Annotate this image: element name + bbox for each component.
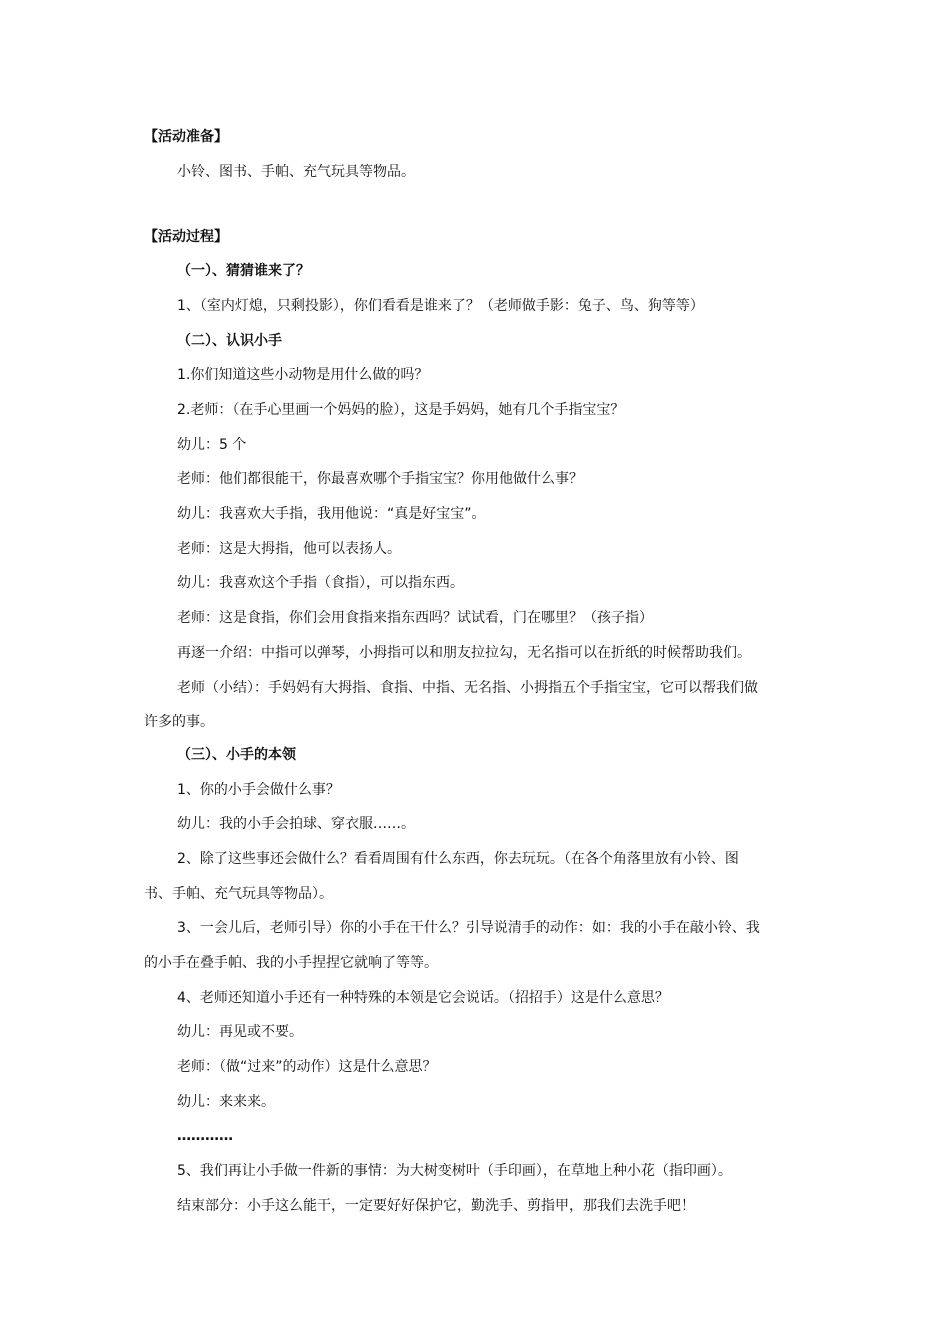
closing-paragraph: 结束部分：小手这么能干，一定要好好保护它，勤洗手、剪指甲，那我们去洗手吧！ [177, 1198, 695, 1214]
paragraph: 再逐一介绍：中指可以弹琴，小拇指可以和朋友拉拉勾，无名指可以在折纸的时候帮助我们。 [177, 645, 751, 661]
section-2-title: （二）、认识小手 [177, 333, 282, 349]
paragraph-continuation: 书、手帕、充气玩具等物品）。 [144, 886, 333, 902]
ellipsis: ………… [177, 1128, 233, 1144]
paragraph: 幼儿：我的小手会拍球、穿衣服……。 [177, 816, 415, 832]
section-1-title: （一）、猜猜谁来了？ [177, 263, 310, 279]
paragraph: 老师：这是食指，你们会用食指来指东西吗？试试看，门在哪里？（孩子指） [177, 610, 653, 626]
paragraph: 老师：这是大拇指，他可以表扬人。 [177, 541, 401, 557]
paragraph: 老师：他们都很能干，你最喜欢哪个手指宝宝？你用他做什么事？ [177, 471, 583, 487]
paragraph: 老师（小结）：手妈妈有大拇指、食指、中指、无名指、小拇指五个手指宝宝，它可以帮我们做 [177, 680, 758, 696]
paragraph: 幼儿：5 个 [177, 437, 247, 453]
paragraph: 幼儿：我喜欢大手指，我用他说：“真是好宝宝”。 [177, 506, 486, 522]
paragraph: 4、老师还知道小手还有一种特殊的本领是它会说话。（招招手）这是什么意思？ [177, 990, 669, 1006]
paragraph-continuation: 的小手在叠手帕、我的小手捏捏它就响了等等。 [144, 955, 438, 971]
paragraph: 1、你的小手会做什么事？ [177, 782, 340, 798]
paragraph: 幼儿：再见或不要。 [177, 1024, 303, 1040]
paragraph: 1、（室内灯熄，只剩投影），你们看看是谁来了？（老师做手影：兔子、鸟、狗等等） [177, 298, 704, 314]
paragraph: 2.老师：（在手心里画一个妈妈的脸），这是手妈妈，她有几个手指宝宝？ [177, 402, 625, 418]
paragraph: 5、我们再让小手做一件新的事情：为大树变树叶（手印画），在草地上种小花（指印画）。 [177, 1163, 732, 1179]
paragraph: 2、除了这些事还会做什么？看看周围有什么东西，你去玩玩。（在各个角落里放有小铃、图 [177, 851, 739, 867]
paragraph: 3、一会儿后，老师引导）你的小手在干什么？引导说清手的动作：如：我的小手在敲小铃、我 [177, 920, 760, 936]
paragraph: 幼儿：来来来。 [177, 1094, 275, 1110]
prep-heading: 【活动准备】 [144, 129, 228, 145]
process-heading: 【活动过程】 [144, 229, 228, 245]
prep-text: 小铃、图书、手帕、充气玩具等物品。 [177, 164, 415, 180]
paragraph: 幼儿：我喜欢这个手指（食指），可以指东西。 [177, 575, 464, 591]
paragraph: 老师：（做“过来”的动作）这是什么意思？ [177, 1059, 437, 1075]
paragraph-continuation: 许多的事。 [144, 714, 214, 730]
section-3-title: （三）、小手的本领 [177, 747, 296, 763]
paragraph: 1.你们知道这些小动物是用什么做的吗？ [177, 367, 429, 383]
